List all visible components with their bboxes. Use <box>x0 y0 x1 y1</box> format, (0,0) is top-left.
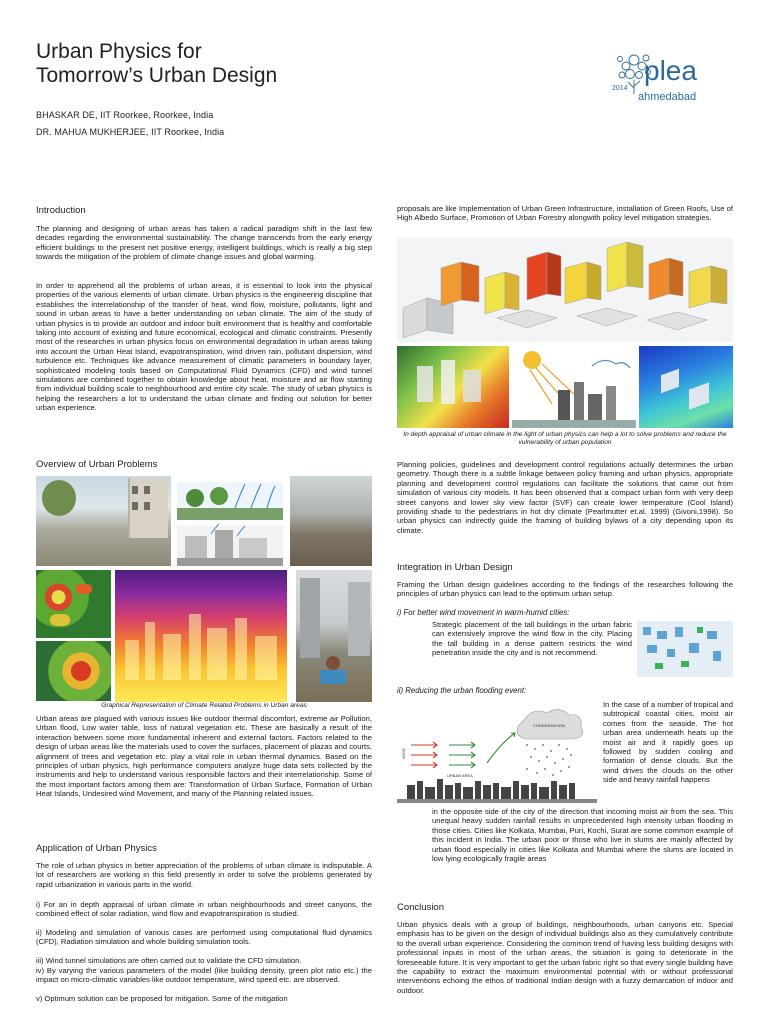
flood-photo <box>296 570 372 702</box>
title-line-2: Tomorrow’s Urban Design <box>36 64 278 87</box>
conclusion-heading: Conclusion <box>397 902 444 913</box>
urban-flooding-diagram <box>397 703 597 806</box>
conclusion-paragraph: Urban physics deals with a group of buildings, neighbourhoods, urban canyons etc. Special emphasis has to be given on the design of individual buildings also as they cumulatively contribute to the overall urban experience. Considering the common trend of having less building designs with professional inputs in most of the urban areas, the situation is going to deteriorate in the foreseeable future. It is very important to get the urban fabric right so that every single building have the capability to extract the maximum environmental potential with or without professional interventions echoing the ethos of traditional Indian design with a fuzzy demarcation of indoor and outdoor. <box>397 920 733 995</box>
wind-subheading: i) For better wind movement in warm-humid cities: <box>397 608 570 617</box>
mitigation-paragraph: proposals are like Implementation of Urban Green Infrastructure, installation of Green Roofs, Use of High Albedo Surface, Promotion of Urban Forestry alongwith policy level mitigation strategies. <box>397 204 733 223</box>
overview-caption: Graphical Representation of Climate Related Problems in Urban areas <box>101 702 307 709</box>
solar-radiation-diagram <box>512 346 636 428</box>
application-item-5: v) Optimum solution can be proposed for mitigation. Some of the mitigation <box>36 994 288 1003</box>
evapotranspiration-diagram <box>175 478 285 568</box>
application-item-1: i) For an in depth appraisal of urban climate in urban neighbourhoods and street canyons, the combined effect of solar radiation, wind flow and evapotranspiration is studied. <box>36 900 372 919</box>
application-item-2: ii) Modeling and simulation of various cases are performed using computational fluid dynamics (CFD), Radiation simulation and whole building simulation tools. <box>36 928 372 947</box>
application-heading: Application of Urban Physics <box>36 843 157 854</box>
thermal-image <box>115 570 287 702</box>
application-paragraph: The role of urban physics in better appreciation of the problems of urban climate is indisputable. A lot of researchers are working in this field presently in order to solve the problems generated by rapid urbanization in various parts in the world. <box>36 861 372 889</box>
overview-heading: Overview of Urban Problems <box>36 459 158 470</box>
application-item-3: iii) Wind tunnel simulations are often carried out to validate the CFD simulation. <box>36 956 302 965</box>
application-item-4: iv) By varying the various parameters of the model (like building density, green plot ratio etc.) the impact on micro-climatic variables like outdoor temperature, wind speed etc. are observed. <box>36 966 372 985</box>
wind-flow-map <box>637 621 733 677</box>
introduction-paragraph-2: In order to apprehend all the problems of urban areas, it is essential to look into the physical properties of the various elements of urban climate. Urban physics is the engineering discipline that establishes the interrelationship of the transfer of heat, wind flow, moisture, pollutants, light and sound in urban areas to have a better understanding on urban climate. The aim of the study of urban physics is to provide an outdoor and indoor built environment that is healthy and comfortable taking into account of existing and future economical, ecological and climatic constraints. Presently most of the researches in urban physics focus on environmental degradation in urban areas taking into account the Urban Heat Island, evapotranspiration, wind driven rain, pollutant dispersion, wind turbulence etc. Techniques like advance measurement of climatic parameters in boundary layer, sophisticated modeling tools based on Computational Fluid Dynamics (CFD) and wind tunnel simulations are combined together to obtain knowledge about heat, moisture and air flow starting from individual building scale to neighbourhood and entire city scale. The study of urban physics is helping the researchers a lot to understand the urban climate and finding out solution for better urban experience. <box>36 281 372 413</box>
flood-paragraph-1: In the case of a number of tropical and subtropical coastal cities, moist air comes from the seaside. The hot urban area underneath heats up the moist air and it rapidly goes up followed by sudden cooling and formation of dense clouds. But the wind drives the clouds on the other side and heavy rainfall happens <box>603 700 733 785</box>
logo-year: 2014 <box>612 85 628 92</box>
integration-paragraph: Framing the Urban design guidelines according to the findings of the researches following the principles of urban physics can lead to the optimum urban setup. <box>397 580 733 599</box>
planning-paragraph: Planning policies, guidelines and development control regulations actually determines the urban geometry. Though there is a subtle linkage between policy framing and urban physics, appropriate planning and development control regulations can facilitate the solutions that came out from simulation of various city models. It has been observed that a compact urban form with very deep street canyons and lower sky view factor (SVF) can create lower temperature (Cool Island) providing shade to the pedestrians in hot dry climate (Pearlmutter et.al. 1999) (Givoni,1998). So urban physics can indirectly guide the framing of building bylaws of a city depending upon its climate. <box>397 460 733 535</box>
overview-paragraph: Urban areas are plagued with various issues like outdoor thermal discomfort, extreme air Pollution, Urban flood, Low water table, loss of natural vegetation etc. These are basically a result of the interaction between some more fundamental inherent and external factors. Factors related to the design of urban areas like the materials used to cover the surfaces, placement of plazas and courts, alignment of trees and vegetation etc. play a vital role in urban thermal dynamics. Based on the principles of urban physics, high performance computers analyze huge data sets collected by the instruments and help to understand various responsible factors and their interrelationship. Some of the most important factors among them are: Transformation of Urban Surface, Formation of Urban Heat Islands, Undesired wind Movement, and many of the Planning related issues. <box>36 714 372 799</box>
logo-name: plea <box>644 55 697 86</box>
city-3d-model <box>397 238 733 342</box>
figure-caption: In depth appraisal of urban climate in the light of urban physics can help a lot to solve problems and reduce the vulnerability of urban population <box>403 431 727 447</box>
flood-paragraph-2: in the opposite side of the city of the direction that incoming moist air from the sea. This unequal heavy sudden rainfall results in unprecedented high intensity urban flooding in those cities. Cities like Kolkata, Mumbai, Puri, Kochi, Surat are some common example of this incident in India. The urban poor or those who live in slums are mainly affected by urban flood especially in cities like Kolkata and Mumbai where the slums are located in low lying ecologically fragile areas <box>432 807 733 864</box>
cfd-simulation-image <box>397 346 509 428</box>
flood-subheading: ii) Reducing the urban flooding event: <box>397 686 527 695</box>
diagram-label-condensation: CONDENSATION <box>533 723 565 728</box>
title-line-1: Urban Physics for <box>36 40 202 63</box>
integration-heading: Integration in Urban Design <box>397 562 513 573</box>
author-2: DR. MAHUA MUKHERJEE, IIT Roorkee, India <box>36 127 225 137</box>
logo-city: ahmedabad <box>638 91 697 103</box>
diagram-label-urban: URBAN AREA <box>447 773 473 778</box>
introduction-paragraph-1: The planning and designing of urban areas has taken a radical paradigm shift in the last few decades regarding the environmental sustainability. The change transcends from the early energy efficient buildings to the present net positive energy, intelligent buildings, which is really a big step towards the mitigation of the problem of climate change issues and global warming. <box>36 224 372 262</box>
wind-paragraph: Strategic placement of the tall buildings in the urban fabric can extensively improve the wind flow in the city. Placing the tall building in a dense pattern restricts the wind penetration inside the city and is not recommend. <box>432 620 632 658</box>
street-photo <box>36 476 171 566</box>
diagram-label-wind: WIND <box>401 748 406 759</box>
poster-title <box>36 40 277 88</box>
heat-map-2 <box>36 641 111 701</box>
heat-map-1 <box>36 570 111 638</box>
dry-land-photo <box>290 476 372 566</box>
introduction-heading: Introduction <box>36 205 86 216</box>
plea-logo <box>608 44 732 106</box>
author-1: BHASKAR DE, IIT Roorkee, Roorkee, India <box>36 110 214 120</box>
wind-tunnel-image <box>639 346 733 428</box>
